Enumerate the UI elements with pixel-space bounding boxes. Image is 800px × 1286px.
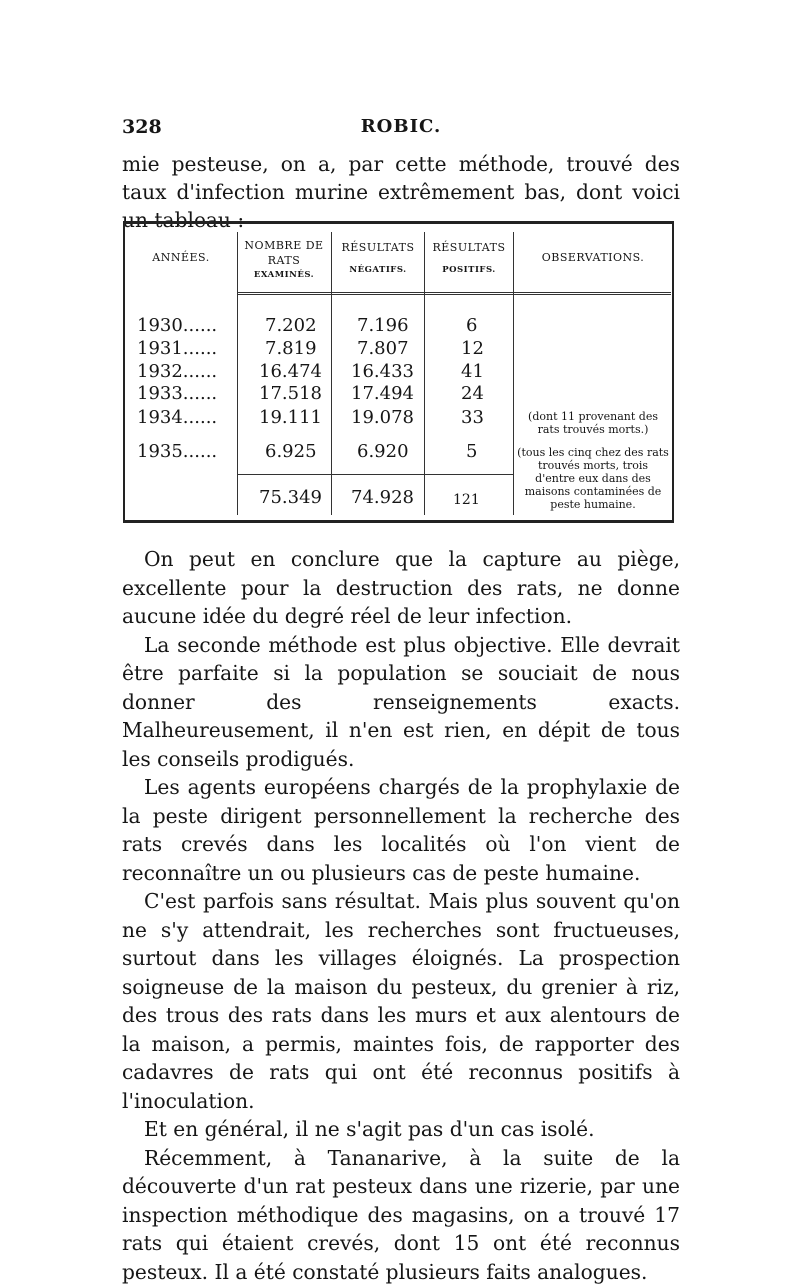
cell-negative: 6.920 (357, 442, 409, 462)
table-rule (424, 232, 425, 515)
cell-year: 1932...... (137, 362, 217, 382)
col-header-negative: RÉSULTATS NÉGATIFS. (333, 240, 423, 278)
cell-positive: 6 (466, 316, 477, 336)
paragraph: Et en général, il ne s'agit pas d'un cas isolé. (122, 1115, 680, 1144)
cell-examined: 16.474 (259, 362, 322, 382)
page-header (122, 116, 680, 144)
page-number: 328 (122, 116, 162, 138)
cell-year: 1935...... (137, 442, 217, 462)
cell-positive: 41 (461, 362, 484, 382)
cell-observation: (tous les cinq chez des rats trouvés morts, trois d'entre eux dans des maisons contaminées de peste humaine. (517, 446, 669, 511)
totals-rule (237, 474, 513, 475)
cell-negative: 19.078 (351, 408, 414, 428)
table-rule (513, 232, 514, 515)
cell-year: 1931...... (137, 339, 217, 359)
header-rule (237, 294, 671, 295)
col-header-positive: RÉSULTATS POSITIFS. (426, 240, 512, 278)
total-examined: 75.349 (259, 488, 322, 508)
total-negative: 74.928 (351, 488, 414, 508)
cell-negative: 7.807 (357, 339, 409, 359)
col-header-observations: OBSERVATIONS. (515, 250, 671, 265)
header-rule (237, 292, 671, 293)
cell-negative: 16.433 (351, 362, 414, 382)
cell-positive: 5 (466, 442, 477, 462)
paragraph: La seconde méthode est plus objective. Elle devrait être parfaite si la population se souciait de nous donner des renseignements exacts. Malheureusement, il n'en est rien, en dépit de tous les conseils prodigués. (122, 631, 680, 774)
cell-year: 1933...... (137, 384, 217, 404)
cell-negative: 17.494 (351, 384, 414, 404)
cell-examined: 19.111 (259, 408, 322, 428)
infection-table (123, 221, 674, 523)
table-rule (237, 232, 238, 515)
table-rule (331, 232, 332, 515)
col-header-year: ANNÉES. (127, 250, 235, 265)
paragraph: Récemment, à Tananarive, à la suite de la découverte d'un rat pesteux dans une rizerie, par une inspection méthodique des magasins, on a trouvé 17 rats qui étaient crevés, dont 15 ont été reconnus pesteux. Il a été constaté plusieurs faits analogues. (122, 1144, 680, 1286)
cell-year: 1930...... (137, 316, 217, 336)
body-text (122, 545, 680, 1286)
cell-observation: (dont 11 provenant des rats trouvés morts.) (517, 410, 669, 436)
col-header-examined: NOMBRE DE RATS EXAMINÉS. (239, 238, 329, 283)
cell-examined: 7.819 (265, 339, 317, 359)
running-head: ROBIC. (122, 116, 680, 137)
cell-positive: 33 (461, 408, 484, 428)
cell-negative: 7.196 (357, 316, 409, 336)
cell-examined: 6.925 (265, 442, 317, 462)
paragraph: C'est parfois sans résultat. Mais plus souvent qu'on ne s'y attendrait, les recherches sont fructueuses, surtout dans les villages éloignés. La prospection soigneuse de la maison du pesteux, du grenier à riz, des trous des rats dans les murs et aux alentours de la maison, a permis, maintes fois, de rapporter des cadavres de rats qui ont été reconnus positifs à l'inoculation. (122, 887, 680, 1115)
paragraph: Les agents européens chargés de la prophylaxie de la peste dirigent personnellement la recherche des rats crevés dans les localités où l'on vient de reconnaître un ou plusieurs cas de peste humaine. (122, 773, 680, 887)
cell-year: 1934...... (137, 408, 217, 428)
total-positive: 121 (453, 490, 480, 510)
cell-examined: 17.518 (259, 384, 322, 404)
cell-positive: 12 (461, 339, 484, 359)
cell-positive: 24 (461, 384, 484, 404)
paragraph: On peut en conclure que la capture au piège, excellente pour la destruction des rats, ne donne aucune idée du degré réel de leur infection. (122, 545, 680, 631)
intro-text: mie pesteuse, on a, par cette méthode, trouvé des taux d'infection murine extrêmement bas, dont voici un tableau : (122, 150, 680, 234)
cell-examined: 7.202 (265, 316, 317, 336)
